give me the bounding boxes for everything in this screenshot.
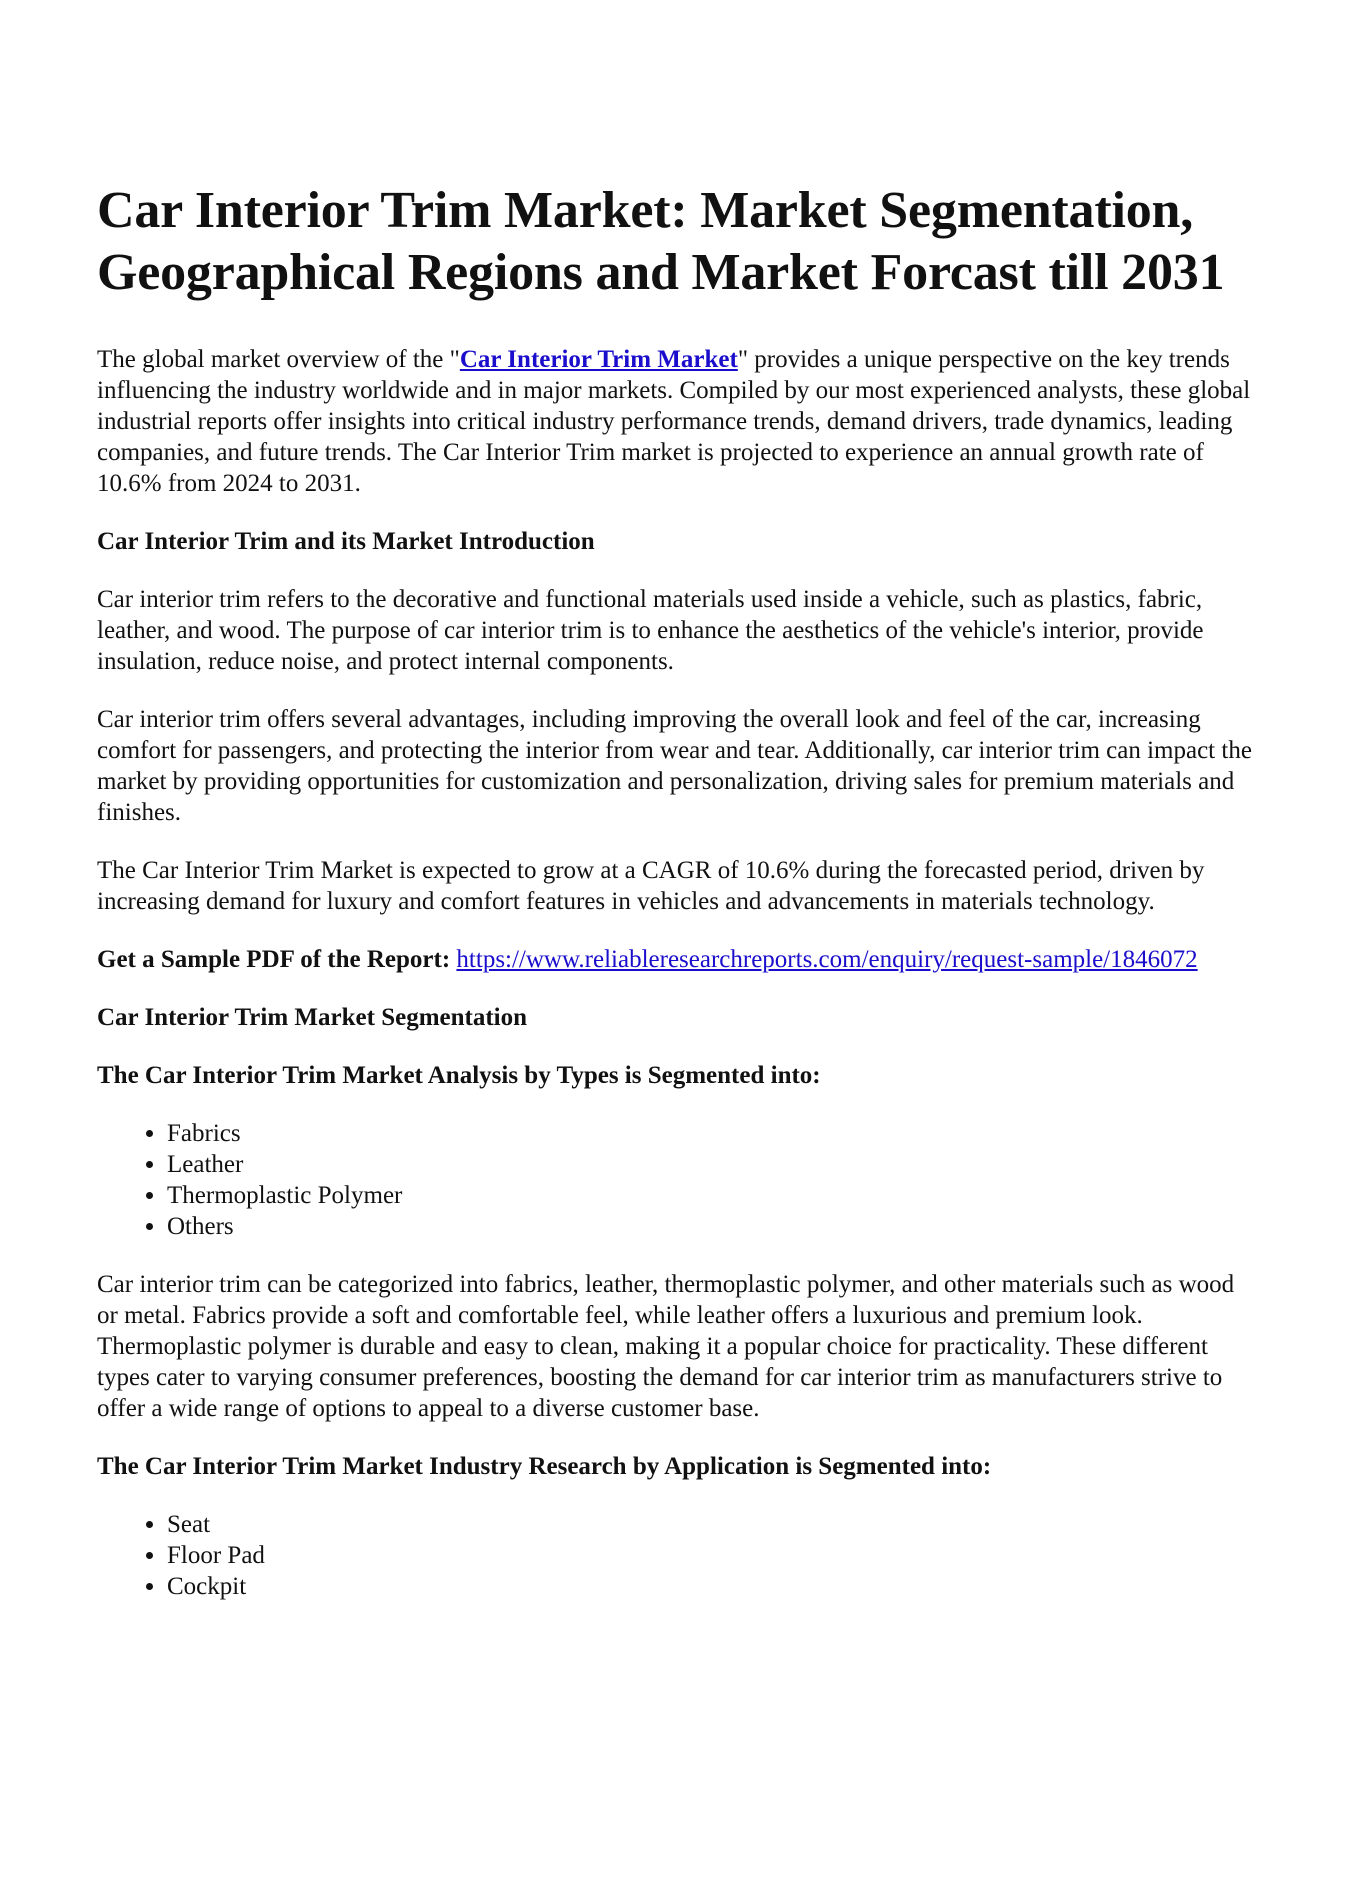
applications-heading: The Car Interior Trim Market Industry Research by Application is Segmented into: <box>97 1453 992 1480</box>
sample-pdf-paragraph <box>97 944 1252 975</box>
types-list <box>97 1118 1252 1242</box>
intro-section-paragraph-2: Car interior trim offers several advantages, including improving the overall look and feel of the car, increasing comfort for passengers, and protecting the interior from wear and tear. Additionally, car interior trim can impact the market by providing opportunities for customization and personalization, driving sales for premium materials and finishes. <box>97 706 1252 826</box>
market-report-link[interactable]: Car Interior Trim Market <box>459 346 738 373</box>
intro-section-paragraph-1: Car interior trim refers to the decorative and functional materials used inside a vehicle, such as plastics, fabric, leather, and wood. The purpose of car interior trim is to enhance the aesthetics of the vehicle's interior, provide insulation, reduce noise, and protect internal components. <box>97 586 1204 675</box>
sample-pdf-link[interactable]: https://www.reliableresearchreports.com/enquiry/request-sample/1846072 <box>456 946 1198 973</box>
list-item: • Fabrics <box>167 1118 1252 1149</box>
list-item: • Seat <box>167 1509 1252 1540</box>
list-item: • Floor Pad <box>167 1540 1252 1571</box>
intro-paragraph <box>97 344 1252 499</box>
sample-pdf-label: Get a Sample PDF of the Report: <box>97 946 451 973</box>
list-item: • Leather <box>167 1149 1252 1180</box>
types-description: Car interior trim can be categorized into fabrics, leather, thermoplastic polymer, and other materials such as wood or metal. Fabrics provide a soft and comfortable feel, while leather offers a luxurious and premium look. Thermoplastic polymer is durable and easy to clean, making it a popular choice for practicality. These different types cater to varying consumer preferences, boosting the demand for car interior trim as manufacturers strive to offer a wide range of options to appeal to a diverse customer base. <box>97 1271 1235 1422</box>
page-title: Car Interior Trim Market: Market Segmentation, Geographical Regions and Market Forcast till 2031 <box>97 182 1225 301</box>
types-heading: The Car Interior Trim Market Analysis by Types is Segmented into: <box>97 1062 821 1089</box>
intro-text-after: " provides a unique perspective on the key trends influencing the industry worldwide and in major markets. Compiled by our most experienced analysts, these global industrial reports offer insights into critical industry performance trends, demand drivers, trade dynamics, leading companies, and future trends. The Car Interior Trim market is projected to experience an annual growth rate of 10.6% from 2024 to 2031. <box>97 346 1251 497</box>
section-heading-introduction: Car Interior Trim and its Market Introduction <box>97 528 595 555</box>
section-heading-segmentation: Car Interior Trim Market Segmentation <box>97 1004 528 1031</box>
list-item: • Thermoplastic Polymer <box>167 1180 1252 1211</box>
intro-text-before: The global market overview of the " <box>97 346 460 373</box>
document-page <box>97 180 1252 1629</box>
applications-list <box>97 1509 1252 1602</box>
intro-section-paragraph-3: The Car Interior Trim Market is expected to grow at a CAGR of 10.6% during the forecasted period, driven by increasing demand for luxury and comfort features in vehicles and advancements in materials technology. <box>97 857 1205 915</box>
list-item: • Cockpit <box>167 1571 1252 1602</box>
list-item: • Others <box>167 1211 1252 1242</box>
